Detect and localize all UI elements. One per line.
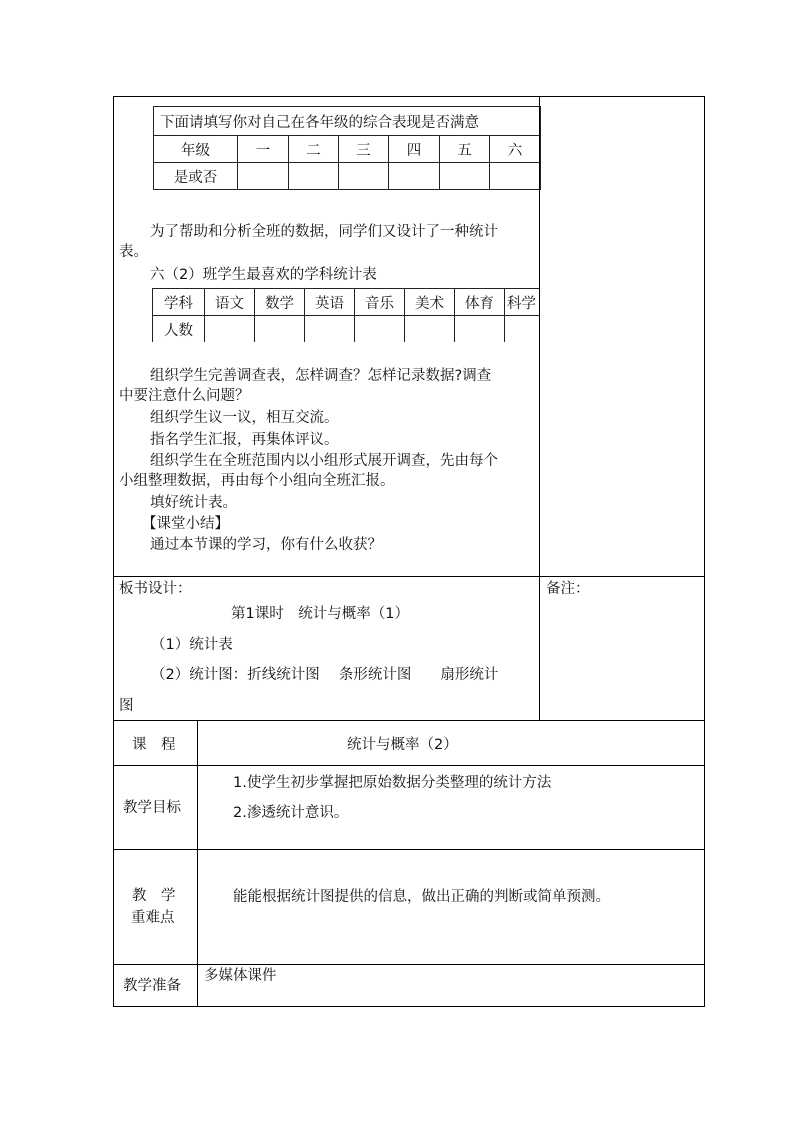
objective-item: 1.使学生初步掌握把原始数据分类整理的统计方法	[233, 775, 552, 791]
board-title: 第1课时 统计与概率（1）	[231, 606, 409, 622]
preparation-label: 教学准备	[123, 978, 181, 994]
course-label: 课 程	[132, 737, 176, 753]
outer-right-border	[704, 96, 705, 1007]
subject-cell: 语文	[205, 289, 255, 316]
notes-label: 备注：	[546, 581, 590, 597]
yes-no-cell	[339, 163, 389, 190]
key-points-label-line-1: 教 学	[132, 888, 176, 904]
yes-no-cell	[289, 163, 339, 190]
count-cell	[355, 316, 405, 343]
preparation-value: 多媒体课件	[204, 968, 277, 984]
count-cell	[505, 316, 540, 343]
board-item-2: （2）统计图：折线统计图 条形统计图 扇形统计	[151, 667, 499, 683]
yes-no-cell	[389, 163, 440, 190]
count-row-label: 人数	[153, 316, 205, 343]
count-cell	[405, 316, 455, 343]
row-divider-objectives	[113, 765, 705, 766]
objectives-label: 教学目标	[123, 800, 181, 816]
lower-label-divider	[197, 720, 198, 1007]
key-points-value: 能能根据统计图提供的信息，做出正确的判断或简单预测。	[233, 889, 610, 905]
outer-top-border	[113, 96, 705, 97]
grade-cell: 五	[440, 136, 490, 163]
count-cell	[305, 316, 355, 343]
yes-no-cell	[490, 163, 541, 190]
satisfaction-table	[153, 106, 541, 190]
subject-cell: 音乐	[355, 289, 405, 316]
subject-cell: 数学	[255, 289, 305, 316]
row-divider-board	[113, 576, 705, 577]
row-divider-keypoints	[113, 849, 705, 850]
subject-table	[152, 288, 539, 342]
outer-bottom-border	[113, 1006, 705, 1007]
subject-row-label: 学科	[153, 289, 205, 316]
yes-no-cell	[238, 163, 289, 190]
step-line: 组织学生完善调查表，怎样调查？怎样记录数据?调查	[150, 368, 492, 384]
step-line: 指名学生汇报，再集体评议。	[150, 432, 339, 448]
grade-cell: 四	[389, 136, 440, 163]
course-value: 统计与概率（2）	[347, 737, 458, 753]
intro-line-2: 表。	[119, 244, 148, 260]
grade-cell: 三	[339, 136, 389, 163]
yes-no-cell	[440, 163, 490, 190]
row-divider-course	[113, 720, 705, 721]
count-cell	[455, 316, 505, 343]
intro-line-1: 为了帮助和分析全班的数据，同学们又设计了一种统计	[150, 224, 498, 240]
row-divider-preparation	[113, 964, 705, 965]
grade-cell: 六	[490, 136, 541, 163]
step-line: 通过本节课的学习，你有什么收获？	[150, 537, 382, 553]
key-points-label-line-2: 重难点	[131, 910, 175, 926]
board-design-label: 板书设计：	[119, 581, 192, 597]
step-line: 组织学生在全班范围内以小组形式展开调查，先由每个	[150, 453, 498, 469]
grade-row-label: 年级	[154, 136, 238, 163]
subject-cell: 科学	[505, 289, 540, 316]
subject-table-clip	[152, 288, 539, 342]
subject-cell: 美术	[405, 289, 455, 316]
grade-cell: 二	[289, 136, 339, 163]
step-line: 填好统计表。	[150, 495, 237, 511]
subject-table-title: 六（2）班学生最喜欢的学科统计表	[150, 267, 377, 283]
satisfaction-table-header: 下面请填写你对自己在各年级的综合表现是否满意	[154, 107, 541, 136]
step-line: 小组整理数据，再由每个小组向全班汇报。	[119, 473, 395, 489]
grade-cell: 一	[238, 136, 289, 163]
yes-no-row-label: 是或否	[154, 163, 238, 190]
subject-cell: 英语	[305, 289, 355, 316]
count-cell	[255, 316, 305, 343]
outer-left-border	[113, 96, 114, 1007]
objective-item: 2.渗透统计意识。	[233, 805, 349, 821]
step-line: 组织学生议一议，相互交流。	[150, 410, 339, 426]
subject-cell: 体育	[455, 289, 505, 316]
class-summary-heading: 【课堂小结】	[142, 516, 229, 532]
board-item-2-wrap: 图	[119, 698, 134, 714]
step-line: 中要注意什么问题？	[119, 388, 250, 404]
board-item-1: （1）统计表	[151, 637, 233, 653]
count-cell	[205, 316, 255, 343]
